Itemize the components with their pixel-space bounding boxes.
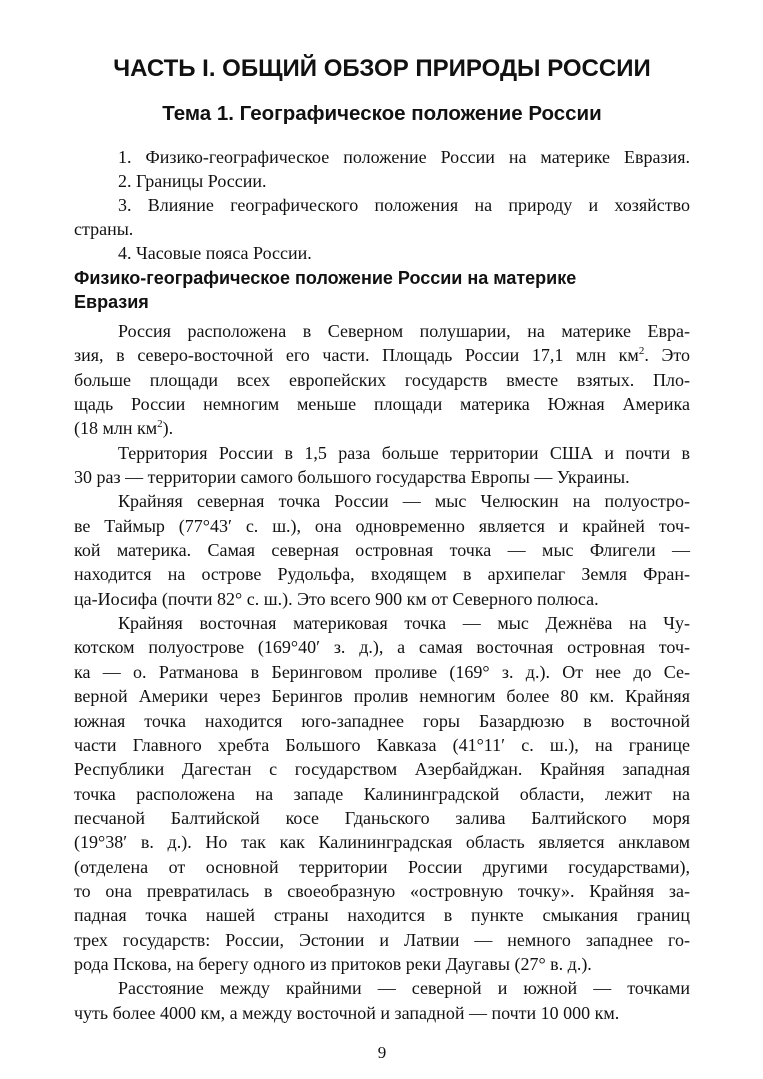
text-line: чуть более 4000 км, а между восточной и западной — почти 10 000 км. bbox=[74, 1002, 620, 1023]
plan-item: 3. Влияние географического положения на природу и хозяйство bbox=[118, 195, 690, 215]
plan-item: 1. Физико-географическое положение России на материке Евразия. bbox=[118, 147, 690, 167]
text-line: находится на острове Рудольфа, входящем в архипелаг Земля Фран- bbox=[74, 564, 690, 585]
page-number: 9 bbox=[377, 1043, 387, 1062]
section-heading bbox=[74, 266, 690, 314]
text-line: зия, в северо-восточной его части. Площадь России 17,1 млн $км^2$. Это bbox=[74, 345, 690, 366]
text-line: песчаной Балтийской косе Гданьского залива Балтийского моря bbox=[74, 807, 690, 828]
text-line: котском полуострове (169°40′ з. д.), а самая восточная островная точ- bbox=[74, 637, 690, 658]
text-line: (19°38′ в. д.). Но так как Калининградская область является анклавом bbox=[74, 832, 690, 853]
superscript: 2 bbox=[638, 345, 645, 358]
text-line: падная точка нашей страны находится в пункте смыкания границ bbox=[74, 905, 690, 926]
text-line: кой материка. Самая северная островная точка — мыс Флигели — bbox=[74, 540, 690, 561]
text-line: (отделена от основной территории России другими государствами), bbox=[74, 856, 690, 877]
plan-item: 2. Границы России. bbox=[118, 171, 267, 191]
topic-plan-list bbox=[74, 145, 690, 265]
text-line: Территория России в 1,5 раза больше территории США и почти в bbox=[118, 442, 690, 463]
superscript: 2 bbox=[157, 418, 163, 431]
plan-item: 4. Часовые пояса России. bbox=[118, 243, 312, 263]
book-page bbox=[74, 0, 690, 1079]
text-line: Крайняя восточная материковая точка — мыс Дежнёва на Чу- bbox=[118, 613, 690, 634]
section-heading-line: Евразия bbox=[74, 292, 149, 312]
text-line: части Главного хребта Большого Кавказа (41°11′ с. ш.), на границе bbox=[74, 734, 690, 755]
text-line: ве Таймыр (77°43′ с. ш.), она одновременно является и крайней точ- bbox=[74, 515, 690, 536]
text-line: ца-Иосифа (почти 82° с. ш.). Это всего 900 км от Северного полюса. bbox=[74, 588, 599, 609]
text-line: верной Америки через Берингов пролив немногим более 80 км. Крайняя bbox=[74, 686, 690, 707]
text-line: то она превратилась в своеобразную «островную точку». Крайняя за- bbox=[74, 880, 690, 901]
text-line: 30 раз — территории самого большого государства Европы — Украины. bbox=[74, 467, 630, 488]
text-line: рода Пскова, на берегу одного из притоков реки Даугавы (27° в. д.). bbox=[74, 953, 592, 974]
text-line: Расстояние между крайними — северной и южной — точками bbox=[118, 978, 690, 999]
topic-title: Тема 1. Географическое положение России bbox=[162, 102, 602, 125]
text-line: точка расположена на западе Калининградской области, лежит на bbox=[74, 783, 690, 804]
text-line: Россия расположена в Северном полушарии, на материке Евра- bbox=[118, 321, 690, 341]
text-line: больше площади всех европейских государств вместе взятых. Пло- bbox=[74, 369, 690, 390]
text-line: Крайняя северная точка России — мыс Челюскин на полуостро- bbox=[118, 491, 690, 512]
text-line: Республики Дагестан с государством Азербайджан. Крайняя западная bbox=[74, 759, 690, 780]
body-text bbox=[74, 319, 690, 1025]
text-line: (18 млн $км^2$). bbox=[74, 418, 174, 439]
section-heading-line: Физико-географическое положение России на материке bbox=[74, 268, 577, 288]
part-title: ЧАСТЬ I. ОБЩИЙ ОБЗОР ПРИРОДЫ РОССИИ bbox=[113, 55, 651, 82]
text-line: трех государств: России, Эстонии и Латвии — немного западнее го- bbox=[74, 929, 690, 950]
text-line: щадь России немногим меньше площади материка Южная Америка bbox=[74, 394, 690, 415]
plan-item-continuation: страны. bbox=[74, 219, 134, 239]
text-line: ка — о. Ратманова в Беринговом проливе (169° з. д.). От нее до Се- bbox=[74, 661, 690, 682]
text-line: южная точка находится юго-западнее горы Базардюзю в восточной bbox=[74, 710, 690, 731]
